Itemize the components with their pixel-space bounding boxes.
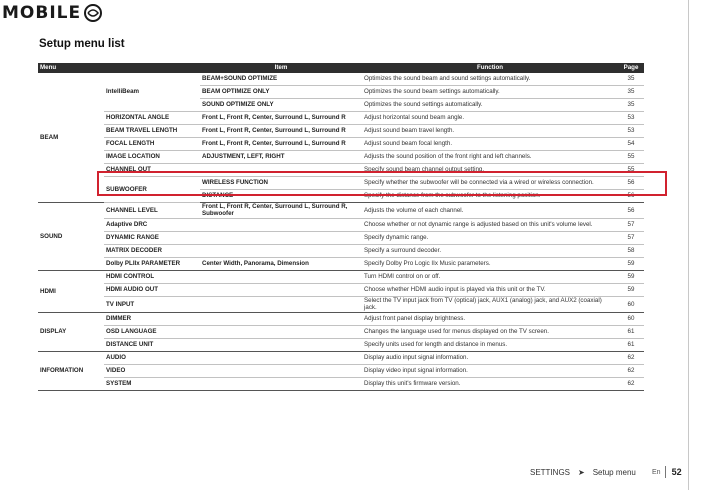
function-cell: Specify Dolby Pro Logic IIx Music parameters. — [362, 257, 618, 270]
item-cell: ADJUSTMENT, LEFT, RIGHT — [200, 151, 362, 164]
function-cell: Display this unit's firmware version. — [362, 377, 618, 390]
menu-cell: CHANNEL OUT — [104, 164, 200, 177]
function-cell: Changes the language used for menus displayed on the TV screen. — [362, 325, 618, 338]
menu-cell: DISTANCE UNIT — [104, 338, 200, 351]
page-cell: 35 — [618, 86, 644, 99]
page-title: Setup menu list — [39, 38, 125, 50]
table-row — [38, 218, 644, 231]
table-row — [38, 112, 644, 125]
item-cell — [200, 283, 362, 296]
page-cell: 53 — [618, 125, 644, 138]
function-cell: Choose whether HDMI audio input is played via this unit or the TV. — [362, 283, 618, 296]
item-cell: BEAM OPTIMIZE ONLY — [200, 86, 362, 99]
header-item: Item — [200, 63, 362, 73]
page-cell: 57 — [618, 218, 644, 231]
page-cell: 55 — [618, 164, 644, 177]
watermark-logo — [2, 2, 103, 24]
function-cell: Adjust front panel display brightness. — [362, 312, 618, 325]
function-cell: Specify dynamic range. — [362, 231, 618, 244]
function-cell: Specify units used for length and distance in menus. — [362, 338, 618, 351]
category-cell: HDMI — [38, 270, 104, 312]
arrow-right-icon: ➤ — [578, 468, 585, 477]
table-row — [38, 270, 644, 283]
page-cell: 55 — [618, 151, 644, 164]
page-cell: 59 — [618, 270, 644, 283]
menu-cell: Dolby PLIIx PARAMETER — [104, 257, 200, 270]
function-cell: Adjust sound beam focal length. — [362, 138, 618, 151]
table-header-row — [38, 63, 644, 73]
table-row — [38, 73, 644, 86]
header-spacer — [104, 63, 200, 73]
menu-cell: MATRIX DECODER — [104, 244, 200, 257]
footer-subsection: Setup menu — [592, 468, 636, 477]
table-row — [38, 244, 644, 257]
setup-menu-table — [38, 63, 644, 391]
function-cell: Adjust sound beam travel length. — [362, 125, 618, 138]
menu-cell: HDMI AUDIO OUT — [104, 283, 200, 296]
menu-cell: HORIZONTAL ANGLE — [104, 112, 200, 125]
page-cell: 56 — [618, 177, 644, 190]
menu-cell: Adaptive DRC — [104, 218, 200, 231]
table-row — [38, 125, 644, 138]
item-cell — [200, 218, 362, 231]
header-page: Page — [618, 63, 644, 73]
menu-cell: SYSTEM — [104, 377, 200, 390]
page-cell: 35 — [618, 73, 644, 86]
item-cell — [200, 377, 362, 390]
menu-cell: SUBWOOFER — [104, 177, 200, 203]
item-cell: WIRELESS FUNCTION — [200, 177, 362, 190]
table-row — [38, 138, 644, 151]
page-cell: 60 — [618, 296, 644, 312]
table-row — [38, 377, 644, 390]
category-cell: SOUND — [38, 203, 104, 271]
function-cell: Select the TV input jack from TV (optical) jack, AUX1 (analog) jack, and AUX2 (coaxial) jack. — [362, 296, 618, 312]
footer-breadcrumb — [530, 468, 636, 477]
header-function: Function — [362, 63, 618, 73]
function-cell: Adjusts the volume of each channel. — [362, 203, 618, 219]
category-cell: BEAM — [38, 73, 104, 203]
item-cell: BEAM+SOUND OPTIMIZE — [200, 73, 362, 86]
menu-cell: HDMI CONTROL — [104, 270, 200, 283]
table-row — [38, 151, 644, 164]
page-cell: 56 — [618, 203, 644, 219]
page-number-divider — [665, 466, 666, 478]
item-cell: DISTANCE — [200, 190, 362, 203]
page-cell: 61 — [618, 325, 644, 338]
table-row — [38, 296, 644, 312]
function-cell: Specify sound beam channel output setting. — [362, 164, 618, 177]
function-cell: Adjusts the sound position of the front right and left channels. — [362, 151, 618, 164]
page-cell: 58 — [618, 244, 644, 257]
page-number-box — [652, 466, 682, 478]
menu-cell: AUDIO — [104, 351, 200, 364]
page-edge-rule — [688, 0, 689, 490]
function-cell: Choose whether or not dynamic range is adjusted based on this unit's volume level. — [362, 218, 618, 231]
category-cell: INFORMATION — [38, 351, 104, 390]
footer-section: SETTINGS — [530, 468, 571, 477]
table-row — [38, 257, 644, 270]
item-cell — [200, 231, 362, 244]
function-cell: Optimizes the sound beam settings automatically. — [362, 86, 618, 99]
item-cell: Front L, Front R, Center, Surround L, Surround R, Subwoofer — [200, 203, 362, 219]
function-cell: Turn HDMI control on or off. — [362, 270, 618, 283]
function-cell: Specify a surround decoder. — [362, 244, 618, 257]
page-cell: 56 — [618, 190, 644, 203]
menu-cell: FOCAL LENGTH — [104, 138, 200, 151]
page-cell: 61 — [618, 338, 644, 351]
header-menu: Menu — [38, 63, 104, 73]
item-cell: SOUND OPTIMIZE ONLY — [200, 99, 362, 112]
page-cell: 35 — [618, 99, 644, 112]
page-cell: 62 — [618, 377, 644, 390]
globe-icon — [83, 3, 103, 23]
table-row — [38, 203, 644, 219]
page-cell: 59 — [618, 257, 644, 270]
item-cell: Front L, Front R, Center, Surround L, Surround R — [200, 125, 362, 138]
watermark-text: MOBILE — [2, 3, 82, 23]
menu-cell: CHANNEL LEVEL — [104, 203, 200, 219]
function-cell: Specify the distance from the subwoofer to the listening position. — [362, 190, 618, 203]
page-cell: 57 — [618, 231, 644, 244]
table-row — [38, 351, 644, 364]
menu-cell: VIDEO — [104, 364, 200, 377]
category-cell: DISPLAY — [38, 312, 104, 351]
menu-cell: BEAM TRAVEL LENGTH — [104, 125, 200, 138]
subwoofer-highlight-box — [97, 171, 667, 196]
page-cell: 60 — [618, 312, 644, 325]
item-cell — [200, 296, 362, 312]
table-row — [38, 283, 644, 296]
item-cell: Front L, Front R, Center, Surround L, Surround R — [200, 138, 362, 151]
function-cell: Display audio input signal information. — [362, 351, 618, 364]
item-cell — [200, 351, 362, 364]
item-cell — [200, 312, 362, 325]
function-cell: Optimizes the sound beam and sound settings automatically. — [362, 73, 618, 86]
function-cell: Optimizes the sound settings automatically. — [362, 99, 618, 112]
menu-cell: DYNAMIC RANGE — [104, 231, 200, 244]
menu-cell: OSD LANGUAGE — [104, 325, 200, 338]
page-cell: 54 — [618, 138, 644, 151]
menu-cell: IntelliBeam — [104, 73, 200, 112]
table-row — [38, 325, 644, 338]
function-cell: Specify whether the subwoofer will be connected via a wired or wireless connection. — [362, 177, 618, 190]
page-cell: 53 — [618, 112, 644, 125]
page-number: 52 — [671, 467, 682, 477]
menu-cell: DIMMER — [104, 312, 200, 325]
page-cell: 59 — [618, 283, 644, 296]
menu-cell: IMAGE LOCATION — [104, 151, 200, 164]
language-code: En — [652, 468, 661, 476]
page-cell: 62 — [618, 364, 644, 377]
function-cell: Adjust horizontal sound beam angle. — [362, 112, 618, 125]
item-cell — [200, 270, 362, 283]
item-cell: Center Width, Panorama, Dimension — [200, 257, 362, 270]
table-row — [38, 312, 644, 325]
table-row — [38, 364, 644, 377]
table-row — [38, 231, 644, 244]
item-cell — [200, 338, 362, 351]
menu-cell: TV INPUT — [104, 296, 200, 312]
item-cell: Front L, Front R, Center, Surround L, Surround R — [200, 112, 362, 125]
item-cell — [200, 364, 362, 377]
page-cell: 62 — [618, 351, 644, 364]
function-cell: Display video input signal information. — [362, 364, 618, 377]
item-cell — [200, 244, 362, 257]
item-cell — [200, 325, 362, 338]
table-row — [38, 338, 644, 351]
